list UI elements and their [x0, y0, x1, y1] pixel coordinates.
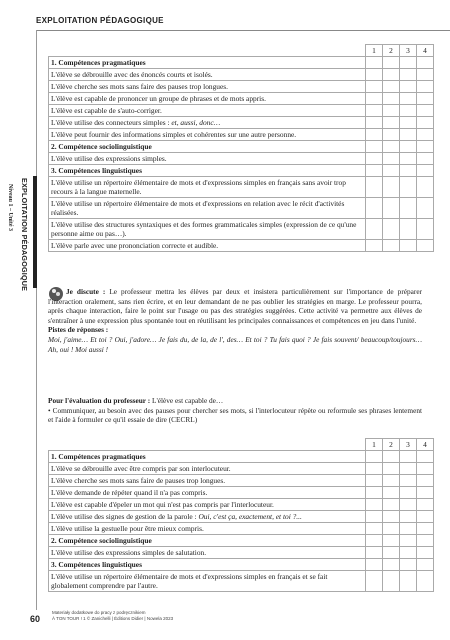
score-cell[interactable]	[400, 198, 417, 219]
side-tab-bar	[33, 176, 37, 288]
criterion-row	[49, 523, 434, 535]
criterion-text: L'élève parle avec une prononciation correcte et audible.	[49, 240, 366, 252]
score-cell[interactable]	[366, 463, 383, 475]
score-cell[interactable]	[400, 463, 417, 475]
criterion-text: L'élève utilise des structures syntaxiques et des formes grammaticales simples (expression de ce qu'une personne aime ou pas…).	[49, 219, 366, 240]
score-cell[interactable]	[366, 475, 383, 487]
criterion-row	[49, 198, 434, 219]
score-cell[interactable]	[417, 571, 434, 592]
score-header: 4	[417, 439, 434, 451]
score-cell[interactable]	[417, 141, 434, 153]
score-cell[interactable]	[417, 475, 434, 487]
score-cell[interactable]	[366, 499, 383, 511]
score-cell[interactable]	[400, 141, 417, 153]
criterion-row	[49, 177, 434, 198]
score-cell[interactable]	[400, 69, 417, 81]
footer-line-2: À TON TOUR ! 1 © Zanichelli | Éditions Didier | Nowela 2023	[52, 616, 174, 621]
section-row	[49, 451, 434, 463]
score-cell[interactable]	[417, 559, 434, 571]
score-header: 1	[366, 439, 383, 451]
score-cell[interactable]	[383, 499, 400, 511]
score-cell[interactable]	[383, 57, 400, 69]
side-section-tab	[17, 176, 33, 292]
score-cell[interactable]	[383, 219, 400, 240]
score-cell[interactable]	[383, 117, 400, 129]
criterion-row	[49, 129, 434, 141]
eval-lead: Pour l'évaluation du professeur :	[48, 396, 151, 405]
eval-lead-rest: L'élève est capable de…	[150, 396, 224, 405]
section-title: 2. Compétence sociolinguistique	[49, 535, 366, 547]
criterion-text: L'élève peut fournir des informations simples et cohérentes sur une autre personne.	[49, 129, 366, 141]
section-title: 3. Compétences linguistiques	[49, 165, 366, 177]
score-cell[interactable]	[417, 117, 434, 129]
score-cell[interactable]	[417, 511, 434, 523]
score-cell[interactable]	[400, 219, 417, 240]
criterion-text: L'élève utilise la gestuelle pour être mieux compris.	[49, 523, 366, 535]
page-header-title: EXPLOITATION PÉDAGOGIQUE	[36, 16, 164, 25]
score-cell[interactable]	[400, 81, 417, 93]
criterion-row	[49, 511, 434, 523]
score-cell[interactable]	[366, 105, 383, 117]
score-cell[interactable]	[383, 559, 400, 571]
score-cell[interactable]	[417, 523, 434, 535]
score-cell[interactable]	[366, 141, 383, 153]
criterion-text: L'élève se débrouille avec des énoncés courts et isolés.	[49, 69, 366, 81]
score-cell[interactable]	[400, 165, 417, 177]
score-cell[interactable]	[383, 129, 400, 141]
score-cell[interactable]	[417, 105, 434, 117]
score-header: 3	[400, 439, 417, 451]
score-cell[interactable]	[366, 153, 383, 165]
footer-line-1: Materiały dodatkowe do pracy z podręcznikiem	[52, 610, 146, 615]
criterion-row	[49, 463, 434, 475]
section-row	[49, 57, 434, 69]
score-cell[interactable]	[366, 559, 383, 571]
score-cell[interactable]	[417, 57, 434, 69]
page-number: 60	[30, 614, 41, 624]
score-cell[interactable]	[417, 535, 434, 547]
score-cell[interactable]	[400, 559, 417, 571]
score-cell[interactable]	[417, 219, 434, 240]
score-cell[interactable]	[366, 571, 383, 592]
criterion-row	[49, 475, 434, 487]
criterion-text: L'élève utilise un répertoire élémentaire de mots et d'expressions simples en français et se fait globalement comprendre par l'autre.	[49, 571, 366, 592]
score-cell[interactable]	[400, 571, 417, 592]
score-cell[interactable]	[366, 69, 383, 81]
criterion-text: L'élève cherche ses mots sans faire de pauses trop longues.	[49, 475, 366, 487]
score-cell[interactable]	[400, 511, 417, 523]
section-title: 1. Compétences pragmatiques	[49, 57, 366, 69]
score-cell[interactable]	[383, 93, 400, 105]
score-cell[interactable]	[366, 117, 383, 129]
score-cell[interactable]	[366, 129, 383, 141]
section-row	[49, 535, 434, 547]
score-cell[interactable]	[400, 547, 417, 559]
score-cell[interactable]	[383, 177, 400, 198]
score-cell[interactable]	[383, 240, 400, 252]
score-cell[interactable]	[366, 198, 383, 219]
score-cell[interactable]	[366, 93, 383, 105]
criterion-row	[49, 487, 434, 499]
score-cell[interactable]	[417, 153, 434, 165]
criterion-row	[49, 81, 434, 93]
discute-text: Le professeur mettra les élèves par deux et insistera particulièrement sur l'importance de préparer l'interaction oralement, sans rien écrire, et en leur demandant de ne pas oublier les stratégies en marge. Le professeur pourra, après chaque interaction, faire le point sur l'usage ou pas des stratégies suggérées. Cette activité va permettre aux élèves de s'entraîner à une expression plus spontanée tout en réutilisant les principales connaissances et compétences en jeu dans l'unité.	[48, 287, 422, 325]
score-cell[interactable]	[383, 141, 400, 153]
section-row	[49, 559, 434, 571]
score-cell[interactable]	[417, 93, 434, 105]
score-header: 2	[383, 439, 400, 451]
score-cell[interactable]	[366, 523, 383, 535]
score-cell[interactable]	[400, 475, 417, 487]
score-cell[interactable]	[383, 153, 400, 165]
score-cell[interactable]	[417, 451, 434, 463]
score-cell[interactable]	[400, 129, 417, 141]
score-cell[interactable]	[366, 535, 383, 547]
score-cell[interactable]	[383, 547, 400, 559]
criterion-text: L'élève utilise des connecteurs simples : et, aussi, donc…	[49, 117, 366, 129]
score-cell[interactable]	[366, 177, 383, 198]
score-cell[interactable]	[383, 198, 400, 219]
score-cell[interactable]	[383, 523, 400, 535]
criterion-row	[49, 499, 434, 511]
score-cell[interactable]	[417, 240, 434, 252]
evaluation-table-1	[48, 44, 434, 252]
footer-text	[52, 610, 173, 622]
score-cell[interactable]	[417, 177, 434, 198]
score-cell[interactable]	[400, 177, 417, 198]
criterion-text: L'élève utilise des signes de gestion de la parole : Oui, c'est ça, exactement, et toi ?...	[49, 511, 366, 523]
section-row	[49, 165, 434, 177]
score-cell[interactable]	[366, 81, 383, 93]
score-header: 2	[383, 45, 400, 57]
criterion-row	[49, 69, 434, 81]
score-cell[interactable]	[417, 499, 434, 511]
score-cell[interactable]	[400, 93, 417, 105]
score-cell[interactable]	[366, 240, 383, 252]
left-margin-rule	[36, 30, 37, 610]
criterion-text: L'élève est capable de prononcer un groupe de phrases et de mots appris.	[49, 93, 366, 105]
score-cell[interactable]	[383, 511, 400, 523]
pistes-label: Pistes de réponses :	[48, 325, 109, 335]
score-cell[interactable]	[400, 499, 417, 511]
criterion-text: L'élève se débrouille avec être compris par son interlocuteur.	[49, 463, 366, 475]
score-cell[interactable]	[366, 165, 383, 177]
score-cell[interactable]	[383, 463, 400, 475]
score-cell[interactable]	[383, 487, 400, 499]
section-title: 3. Compétences linguistiques	[49, 559, 366, 571]
score-cell[interactable]	[366, 57, 383, 69]
section-row	[49, 141, 434, 153]
score-cell[interactable]	[400, 57, 417, 69]
criterion-row	[49, 93, 434, 105]
score-cell[interactable]	[366, 451, 383, 463]
score-cell[interactable]	[383, 451, 400, 463]
score-cell[interactable]	[417, 69, 434, 81]
score-cell[interactable]	[400, 105, 417, 117]
criterion-row	[49, 547, 434, 559]
score-cell[interactable]	[400, 535, 417, 547]
score-cell[interactable]	[366, 511, 383, 523]
score-header-spacer	[49, 45, 366, 57]
criterion-row	[49, 117, 434, 129]
score-cell[interactable]	[417, 165, 434, 177]
section-title: 2. Compétence sociolinguistique	[49, 141, 366, 153]
score-cell[interactable]	[417, 463, 434, 475]
side-niveau-label: Niveau 1 – Unité 3	[7, 184, 13, 231]
criterion-text: L'élève utilise un répertoire élémentaire de mots et d'expressions en relation avec le récit d'activités réalisées.	[49, 198, 366, 219]
score-cell[interactable]	[400, 117, 417, 129]
score-cell[interactable]	[400, 523, 417, 535]
score-header: 1	[366, 45, 383, 57]
score-cell[interactable]	[383, 571, 400, 592]
score-cell[interactable]	[417, 547, 434, 559]
score-cell[interactable]	[383, 105, 400, 117]
score-cell[interactable]	[366, 487, 383, 499]
score-header: 3	[400, 45, 417, 57]
criterion-text: L'élève utilise des expressions simples de salutation.	[49, 547, 366, 559]
score-cell[interactable]	[417, 81, 434, 93]
section-title: 1. Compétences pragmatiques	[49, 451, 366, 463]
discute-lead: Je discute :	[66, 287, 106, 296]
score-header-spacer	[49, 439, 366, 451]
score-cell[interactable]	[400, 451, 417, 463]
score-cell[interactable]	[383, 69, 400, 81]
criterion-text: L'élève est capable d'épeler un mot qui n'est pas compris par l'interlocuteur.	[49, 499, 366, 511]
criterion-row	[49, 240, 434, 252]
criterion-row	[49, 571, 434, 592]
header-rule	[36, 30, 450, 31]
criterion-text: L'élève demande de répéter quand il n'a pas compris.	[49, 487, 366, 499]
score-cell[interactable]	[383, 81, 400, 93]
score-cell[interactable]	[400, 153, 417, 165]
criterion-text: L'élève utilise un répertoire élémentaire de mots et d'expressions simples en français sans avoir trop recours à la langue maternelle.	[49, 177, 366, 198]
score-cell[interactable]	[400, 240, 417, 252]
side-section-label: EXPLOITATION PÉDAGOGIQUE	[20, 178, 29, 292]
evaluation-table-2	[48, 438, 434, 592]
score-cell[interactable]	[400, 487, 417, 499]
pistes-text: Moi, j'aime… Et toi ? Oui, j'adore… Je fais du, de la, de l', des… Et toi ? Tu fais quoi ? Je fais souvent/ beaucoup/toujours… Ah, oui ! Moi aussi !	[48, 334, 422, 354]
score-header: 4	[417, 45, 434, 57]
criterion-row	[49, 219, 434, 240]
score-cell[interactable]	[417, 487, 434, 499]
score-cell[interactable]	[383, 475, 400, 487]
criterion-text: L'élève utilise des expressions simples.	[49, 153, 366, 165]
score-cell[interactable]	[366, 547, 383, 559]
discute-paragraph	[48, 287, 422, 354]
score-cell[interactable]	[366, 219, 383, 240]
score-cell[interactable]	[383, 535, 400, 547]
criterion-row	[49, 105, 434, 117]
score-cell[interactable]	[417, 129, 434, 141]
score-cell[interactable]	[417, 198, 434, 219]
eval-bullet: • Communiquer, au besoin avec des pauses pour chercher ses mots, si l'interlocuteur répète ou reformule ses phrases lentement et l'aide à formuler ce qu'il essaie de dire (CECRL)	[48, 405, 422, 425]
eval-paragraph	[48, 396, 422, 425]
criterion-text: L'élève est capable de s'auto-corriger.	[49, 105, 366, 117]
score-cell[interactable]	[383, 165, 400, 177]
criterion-row	[49, 153, 434, 165]
criterion-text: L'élève cherche ses mots sans faire des pauses trop longues.	[49, 81, 366, 93]
